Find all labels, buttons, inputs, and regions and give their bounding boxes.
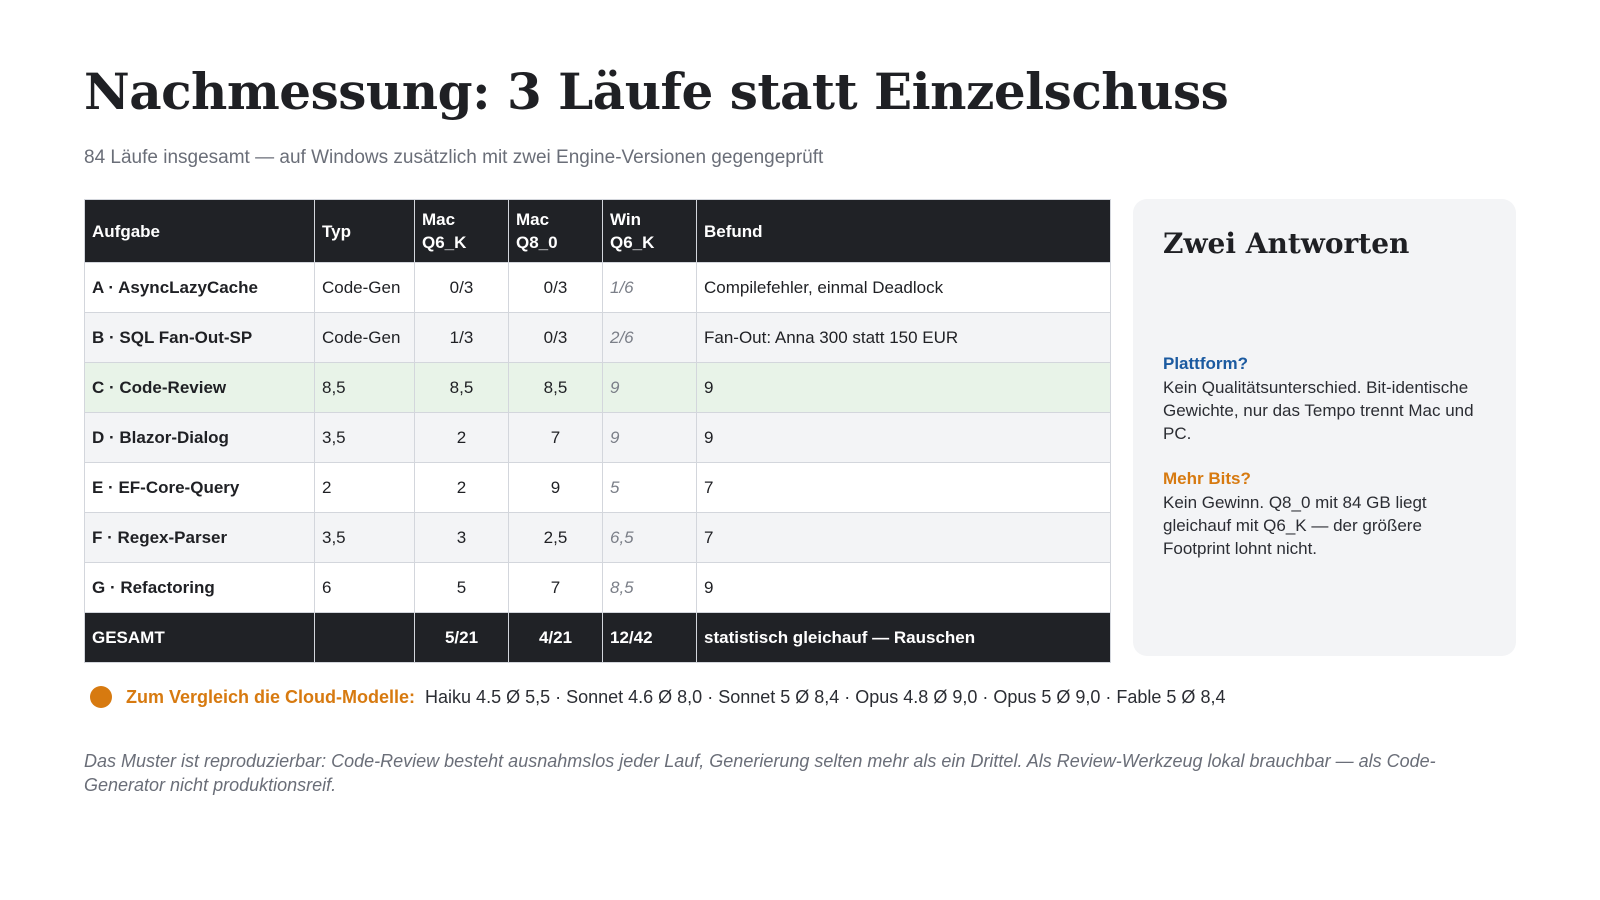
cell-befund: 9 xyxy=(697,363,1111,413)
cell-win-q6k: 9 xyxy=(603,413,697,463)
column-header-win-q6k: Win Q6_K xyxy=(603,200,697,263)
cell-win-q6k: 5 xyxy=(603,463,697,513)
page-title: Nachmessung: 3 Läufe statt Einzelschuss xyxy=(84,62,1229,121)
cell-typ: 3,5 xyxy=(315,413,415,463)
column-header-typ: Typ xyxy=(315,200,415,263)
cell-mac-q80: 9 xyxy=(509,463,603,513)
table-row xyxy=(85,413,1111,463)
answer-more-bits-text: Kein Gewinn. Q8_0 mit 84 GB liegt gleichauf mit Q6_K — der größere Footprint lohnt nicht. xyxy=(1163,493,1427,558)
table-row xyxy=(85,463,1111,513)
answer-platform xyxy=(1163,354,1492,445)
cell-task: F · Regex-Parser xyxy=(85,513,315,563)
answer-more-bits xyxy=(1163,469,1492,560)
cell-task: B · SQL Fan-Out-SP xyxy=(85,313,315,363)
column-header-befund: Befund xyxy=(697,200,1111,263)
cell-mac-q6k: 2 xyxy=(415,463,509,513)
answer-platform-heading: Plattform? xyxy=(1163,354,1248,373)
cell-befund: 9 xyxy=(697,413,1111,463)
column-header-mac-q6k: Mac Q6_K xyxy=(415,200,509,263)
answer-platform-text: Kein Qualitätsunterschied. Bit-identische Gewichte, nur das Tempo trennt Mac und PC. xyxy=(1163,378,1474,443)
cell-mac-q6k: 0/3 xyxy=(415,263,509,313)
results-table xyxy=(84,199,1111,663)
total-win-q6k: 12/42 xyxy=(603,613,697,663)
total-befund: statistisch gleichauf — Rauschen xyxy=(697,613,1111,663)
answers-card-title: Zwei Antworten xyxy=(1163,227,1410,260)
cloud-comparison xyxy=(90,686,1225,708)
cell-befund: 7 xyxy=(697,513,1111,563)
cell-win-q6k: 9 xyxy=(603,363,697,413)
page-subtitle: 84 Läufe insgesamt — auf Windows zusätzlich mit zwei Engine-Versionen gegengeprüft xyxy=(84,147,824,168)
table-row xyxy=(85,313,1111,363)
table-row xyxy=(85,563,1111,613)
cell-mac-q6k: 3 xyxy=(415,513,509,563)
cell-win-q6k: 2/6 xyxy=(603,313,697,363)
cell-befund: 9 xyxy=(697,563,1111,613)
cloud-comparison-text: Haiku 4.5 Ø 5,5 · Sonnet 4.6 Ø 8,0 · Sonnet 5 Ø 8,4 · Opus 4.8 Ø 9,0 · Opus 5 Ø 9,0 · Fable 5 Ø 8,4 xyxy=(425,686,1226,707)
table-row xyxy=(85,263,1111,313)
cell-task: G · Refactoring xyxy=(85,563,315,613)
total-label: GESAMT xyxy=(85,613,315,663)
answer-more-bits-heading: Mehr Bits? xyxy=(1163,469,1251,488)
cell-mac-q6k: 1/3 xyxy=(415,313,509,363)
cell-mac-q6k: 2 xyxy=(415,413,509,463)
cell-typ: Code-Gen xyxy=(315,263,415,313)
table-total-row xyxy=(85,613,1111,663)
cell-befund: Fan-Out: Anna 300 statt 150 EUR xyxy=(697,313,1111,363)
cell-task: E · EF-Core-Query xyxy=(85,463,315,513)
table-row-highlighted xyxy=(85,363,1111,413)
cell-mac-q80: 7 xyxy=(509,563,603,613)
cell-typ: Code-Gen xyxy=(315,313,415,363)
footnote: Das Muster ist reproduzierbar: Code-Review besteht ausnahmslos jeder Lauf, Generierung selten mehr als ein Drittel. Als Review-Werkzeug lokal brauchbar — als Code-Generator nicht produktionsreif. xyxy=(84,751,1436,795)
cell-task: C · Code-Review xyxy=(85,363,315,413)
cell-mac-q6k: 8,5 xyxy=(415,363,509,413)
cell-typ: 3,5 xyxy=(315,513,415,563)
cell-win-q6k: 1/6 xyxy=(603,263,697,313)
column-header-mac-q80: Mac Q8_0 xyxy=(509,200,603,263)
answers-card xyxy=(1133,199,1516,656)
cell-typ: 8,5 xyxy=(315,363,415,413)
cell-mac-q6k: 5 xyxy=(415,563,509,613)
total-mac-q6k: 5/21 xyxy=(415,613,509,663)
cell-win-q6k: 6,5 xyxy=(603,513,697,563)
cell-typ: 2 xyxy=(315,463,415,513)
cloud-comparison-label: Zum Vergleich die Cloud-Modelle: xyxy=(126,686,416,707)
total-typ xyxy=(315,613,415,663)
orange-dot-icon xyxy=(90,686,112,708)
cell-task: D · Blazor-Dialog xyxy=(85,413,315,463)
cell-mac-q80: 0/3 xyxy=(509,313,603,363)
cell-typ: 6 xyxy=(315,563,415,613)
cell-win-q6k: 8,5 xyxy=(603,563,697,613)
cell-befund: Compilefehler, einmal Deadlock xyxy=(697,263,1111,313)
table-row xyxy=(85,513,1111,563)
cell-mac-q80: 0/3 xyxy=(509,263,603,313)
cell-task: A · AsyncLazyCache xyxy=(85,263,315,313)
cell-befund: 7 xyxy=(697,463,1111,513)
cell-mac-q80: 8,5 xyxy=(509,363,603,413)
table-header-row xyxy=(85,200,1111,263)
cell-mac-q80: 2,5 xyxy=(509,513,603,563)
column-header-aufgabe: Aufgabe xyxy=(85,200,315,263)
cell-mac-q80: 7 xyxy=(509,413,603,463)
total-mac-q80: 4/21 xyxy=(509,613,603,663)
